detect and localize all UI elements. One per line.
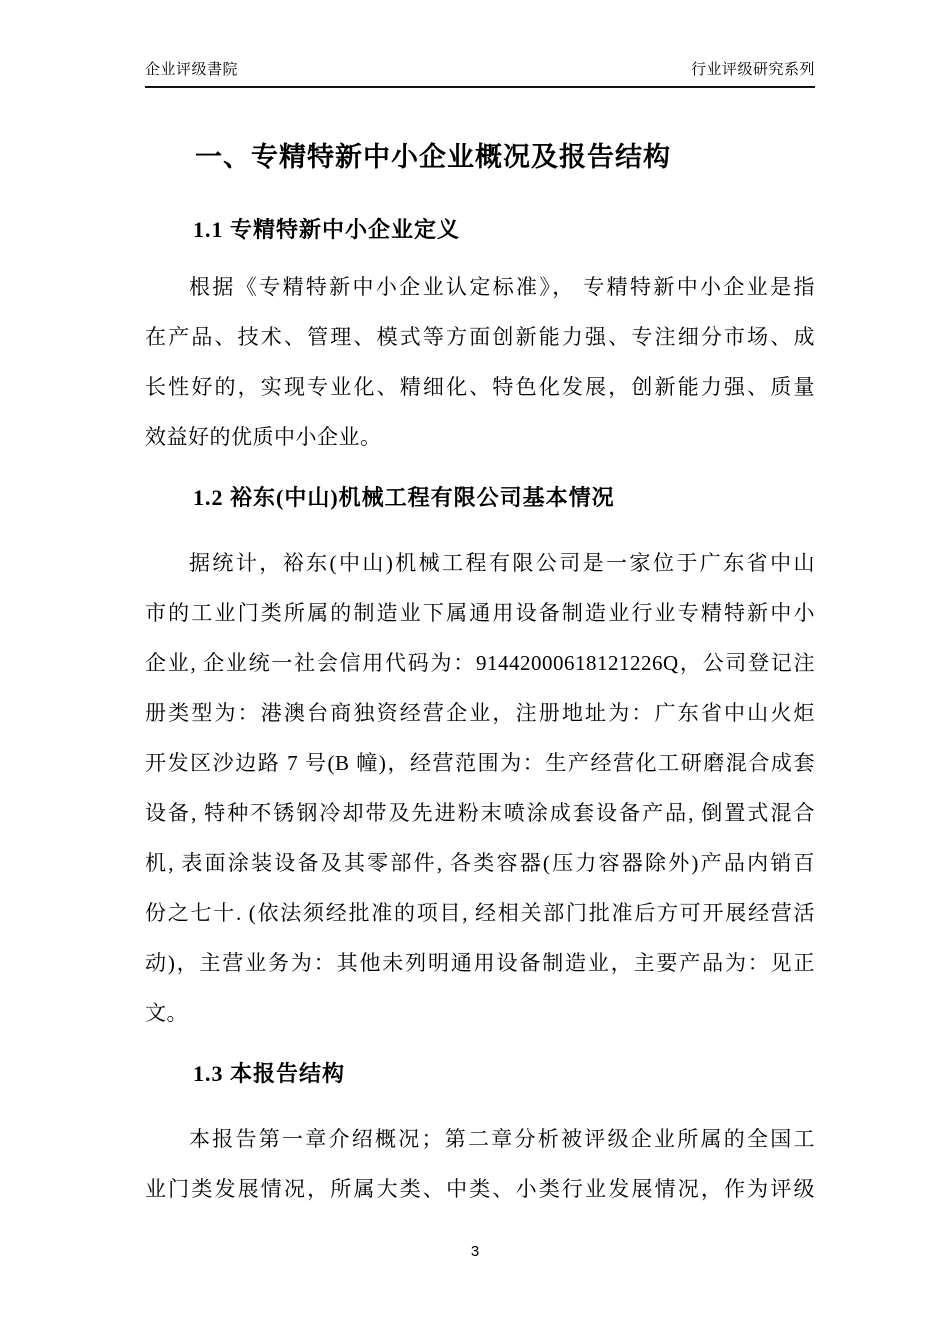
section-1-1-heading: 1.1 专精特新中小企业定义 [193,217,461,242]
paragraph-line: 动)，主营业务为：其他未列明通用设备制造业，主要产品为：见正 [145,951,815,975]
section-1-3 [145,1060,815,1214]
paragraph-line: 份之七十. (依法须经批准的项目, 经相关部门批准后方可开展经营活 [145,901,815,925]
paragraph-line: 机, 表面涂装设备及其零部件, 各类容器(压力容器除外)产品内销百 [145,851,815,875]
page-header [145,58,815,79]
section-1-3-heading: 1.3 本报告结构 [193,1061,346,1086]
document-body [145,140,815,1214]
paragraph-line: 据统计，裕东(中山)机械工程有限公司是一家位于广东省中山 [189,551,815,575]
paragraph-line: 长性好的，实现专业化、精细化、特色化发展，创新能力强、质量 [145,375,815,399]
section-1-2 [145,484,815,1038]
paragraph-line: 根据《专精特新中小企业认定标准》， 专精特新中小企业是指 [189,275,815,299]
paragraph-line: 本报告第一章介绍概况；第二章分析被评级企业所属的全国工 [189,1127,815,1151]
paragraph-line: 在产品、技术、管理、模式等方面创新能力强、专注细分市场、成 [145,325,815,349]
paragraph-line: 开发区沙边路 7 号(B 幢)，经营范围为：生产经营化工研磨混合成套 [145,751,815,775]
section-1-1-paragraph [145,262,815,462]
paragraph-line: 册类型为：港澳台商独资经营企业，注册地址为：广东省中山火炬 [145,701,815,725]
chapter-title: 一、专精特新中小企业概况及报告结构 [195,142,671,172]
section-1-1 [145,216,815,462]
page-number: 3 [470,1243,480,1260]
paragraph-line: 企业, 企业统一社会信用代码为：91442000618121226Q，公司登记注 [145,651,815,675]
paragraph-line: 文。 [145,1001,188,1025]
paragraph-line: 效益好的优质中小企业。 [145,425,382,449]
page-footer [0,1243,950,1260]
section-1-3-paragraph [145,1114,815,1214]
header-left-text: 企业评级書院 [145,61,239,78]
section-1-2-heading: 1.2 裕东(中山)机械工程有限公司基本情况 [193,485,615,510]
paragraph-line: 业门类发展情况，所属大类、中类、小类行业发展情况，作为评级 [145,1177,815,1201]
paragraph-line: 设备, 特种不锈钢冷却带及先进粉末喷涂成套设备产品, 倒置式混合 [145,801,815,825]
header-right-text: 行业评级研究系列 [690,61,815,78]
header-rule [145,86,815,88]
section-1-2-paragraph [145,538,815,1038]
paragraph-line: 市的工业门类所属的制造业下属通用设备制造业行业专精特新中小 [145,601,815,625]
